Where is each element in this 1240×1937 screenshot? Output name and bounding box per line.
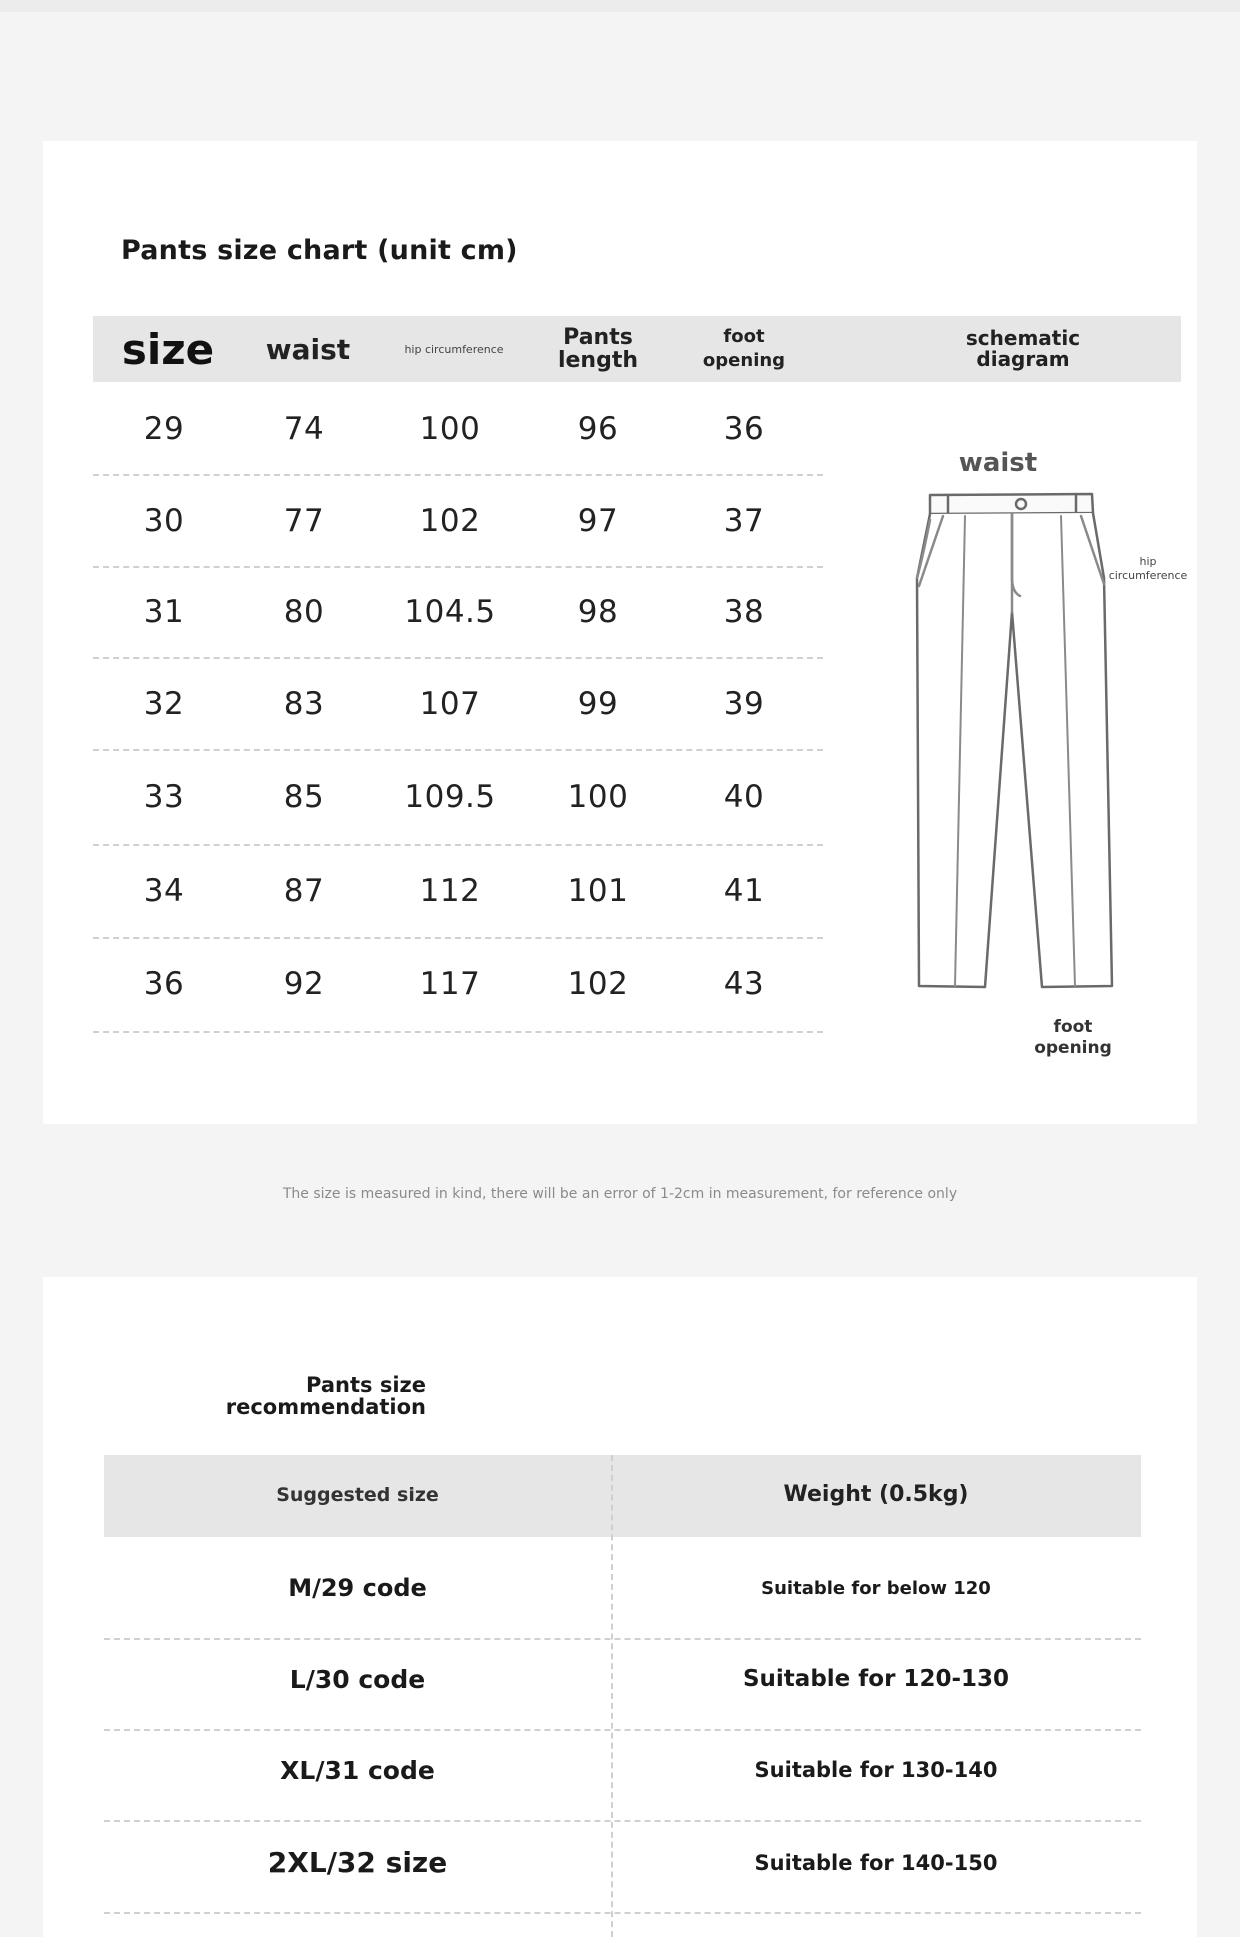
row-divider	[93, 474, 823, 476]
rec-weight: Suitable for 120-130	[742, 1666, 1010, 1692]
diagram-label-hip: hip circumference	[1108, 555, 1188, 582]
top-strip	[0, 0, 1240, 12]
cell-size: 31	[143, 594, 185, 630]
recommendation-title: Pants size recommendation	[225, 1373, 426, 1419]
cell-hip: 102	[419, 503, 481, 539]
rec-size: L/30 code	[289, 1665, 426, 1694]
cell-length: 102	[567, 966, 629, 1002]
cell-size: 29	[143, 411, 185, 447]
cell-waist: 74	[283, 411, 325, 447]
cell-foot: 36	[723, 411, 765, 447]
rec-weight: Suitable for 130-140	[754, 1758, 998, 1782]
size-chart-header	[93, 316, 1181, 382]
measurement-note: The size is measured in kind, there will be an error of 1-2cm in measurement, for reference only	[282, 1186, 958, 1202]
row-divider	[104, 1820, 1141, 1822]
row-divider	[93, 844, 823, 846]
cell-length: 100	[567, 779, 629, 815]
cell-waist: 83	[283, 686, 325, 722]
header-schematic-diagram: schematic diagram	[965, 326, 1081, 371]
cell-hip: 107	[419, 686, 481, 722]
pants-diagram-icon	[903, 486, 1163, 1006]
cell-size: 30	[143, 503, 185, 539]
row-divider	[93, 937, 823, 939]
cell-foot: 40	[723, 779, 765, 815]
header-suggested-size: Suggested size	[276, 1484, 439, 1506]
rec-size: M/29 code	[288, 1574, 427, 1602]
row-divider	[104, 1912, 1141, 1914]
size-recommendation-card	[43, 1277, 1197, 1937]
cell-length: 98	[577, 594, 619, 630]
size-chart-card	[43, 141, 1197, 1124]
row-divider	[104, 1638, 1141, 1640]
rec-size: 2XL/32 size	[267, 1846, 448, 1879]
cell-hip: 100	[419, 411, 481, 447]
diagram-label-foot-opening: foot opening	[1034, 1017, 1112, 1058]
cell-foot: 37	[723, 503, 765, 539]
cell-hip: 109.5	[404, 779, 496, 815]
cell-size: 36	[143, 966, 185, 1002]
cell-length: 99	[577, 686, 619, 722]
cell-foot: 41	[723, 873, 765, 909]
cell-hip: 104.5	[404, 594, 496, 630]
cell-length: 97	[577, 503, 619, 539]
header-weight: Weight (0.5kg)	[783, 1482, 969, 1507]
cell-foot: 38	[723, 594, 765, 630]
rec-size: XL/31 code	[280, 1756, 435, 1785]
cell-waist: 87	[283, 873, 325, 909]
diagram-label-waist: waist	[958, 448, 1038, 478]
cell-waist: 92	[283, 966, 325, 1002]
cell-size: 32	[143, 686, 185, 722]
cell-waist: 80	[283, 594, 325, 630]
cell-hip: 117	[419, 966, 481, 1002]
rec-weight: Suitable for below 120	[761, 1578, 991, 1599]
cell-foot: 39	[723, 686, 765, 722]
header-size: size	[121, 324, 215, 374]
header-foot-opening: foot opening	[702, 326, 786, 371]
rec-weight: Suitable for 140-150	[754, 1851, 998, 1875]
header-pants-length: Pants length	[557, 325, 639, 373]
cell-length: 101	[567, 873, 629, 909]
cell-length: 96	[577, 411, 619, 447]
row-divider	[93, 1031, 823, 1033]
cell-hip: 112	[419, 873, 481, 909]
row-divider	[93, 566, 823, 568]
row-divider	[104, 1729, 1141, 1731]
header-waist: waist	[265, 332, 351, 366]
cell-size: 34	[143, 873, 185, 909]
cell-foot: 43	[723, 966, 765, 1002]
cell-size: 33	[143, 779, 185, 815]
row-divider	[93, 749, 823, 751]
row-divider	[93, 657, 823, 659]
size-chart-title: Pants size chart (unit cm)	[121, 235, 518, 266]
cell-waist: 77	[283, 503, 325, 539]
header-hip: hip circumference	[404, 342, 504, 356]
cell-waist: 85	[283, 779, 325, 815]
